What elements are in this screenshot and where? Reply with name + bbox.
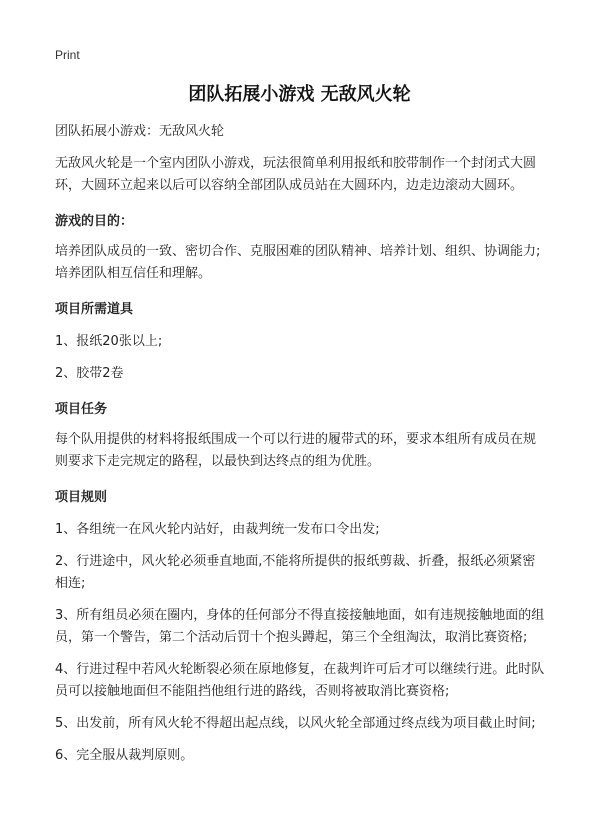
props-item: 1、报纸20张以上; bbox=[55, 334, 163, 349]
props-heading: 项目所需道具 bbox=[55, 302, 134, 317]
rule-item: 3、所有组员必须在圈内，身体的任何部分不得直接接触地面，如有违规接触地面的组员，第一个警告，第二个活动后罚十个抱头蹲起，第三个全组淘汰，取消比赛资格; bbox=[55, 608, 545, 645]
print-link[interactable]: Print bbox=[55, 48, 80, 62]
purpose-heading: 游戏的目的： bbox=[55, 214, 134, 229]
task-paragraph: 每个队用提供的材料将报纸围成一个可以行进的履带式的环，要求本组所有成员在规则要求下走完规定的路程，以最快到达终点的组为优胜。 bbox=[55, 432, 537, 469]
subtitle: 团队拓展小游戏：无敌风火轮 bbox=[55, 124, 225, 139]
props-item: 2、胶带2卷 bbox=[55, 366, 124, 381]
intro-paragraph: 无敌风火轮是一个室内团队小游戏，玩法很简单利用报纸和胶带制作一个封闭式大圆环，大圆环立起来以后可以容纳全部团队成员站在大圆环内，边走边滚动大圆环。 bbox=[55, 156, 537, 193]
rule-item: 4、行进过程中若风火轮断裂必须在原地修复，在裁判许可后才可以继续行进。此时队员可以接触地面但不能阻挡他组行进的路线，否则将被取消比赛资格; bbox=[55, 662, 545, 699]
page-title: 团队拓展小游戏 无敌风火轮 bbox=[188, 84, 411, 105]
rule-item: 1、各组统一在风火轮内站好，由裁判统一发布口令出发; bbox=[55, 522, 380, 537]
rule-item: 2、行进途中，风火轮必须垂直地面,不能将所提供的报纸剪裁、折叠，报纸必须紧密相连; bbox=[55, 554, 536, 591]
task-heading: 项目任务 bbox=[55, 402, 108, 417]
purpose-paragraph: 培养团队成员的一致、密切合作、克服困难的团队精神、培养计划、组织、协调能力;培养团队相互信任和理解。 bbox=[55, 244, 541, 281]
rule-item: 5、出发前，所有风火轮不得超出起点线，以风火轮全部通过终点线为项目截止时间; bbox=[55, 716, 536, 731]
rules-heading: 项目规则 bbox=[55, 490, 108, 505]
rule-item: 6、完全服从裁判原则。 bbox=[55, 748, 194, 763]
